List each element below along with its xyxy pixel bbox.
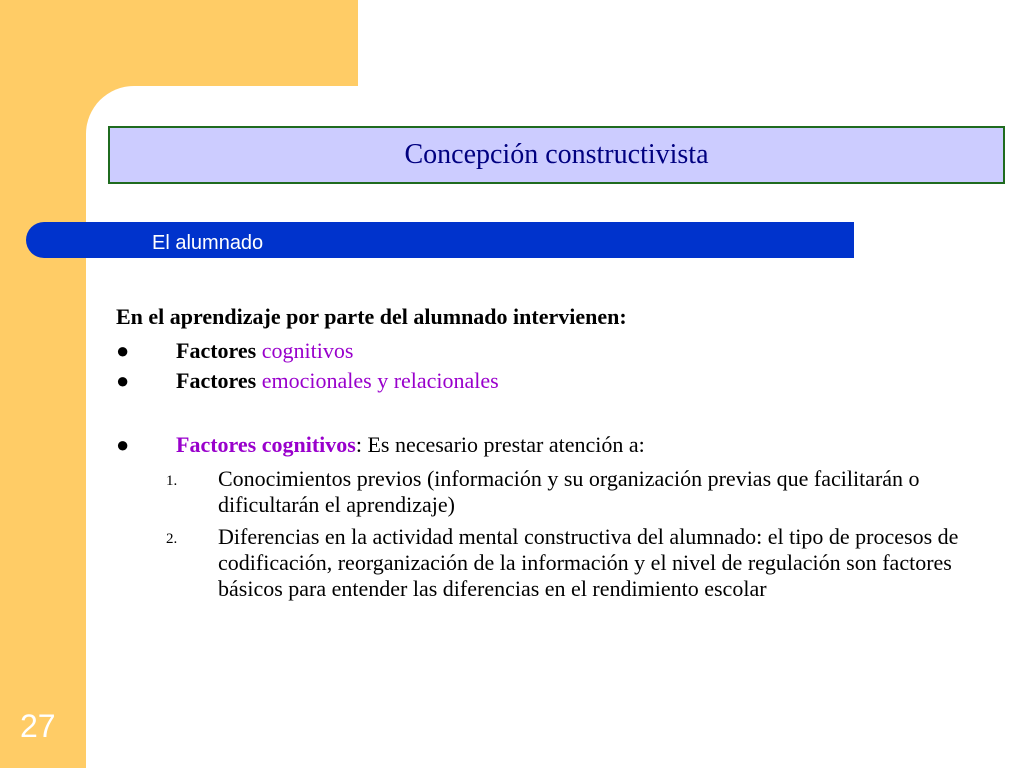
item-text: Conocimientos previos (información y su organización previas que facilitarán o dificultarán el aprendizaje) [218,466,920,517]
bullet-prefix: Factores [176,368,262,393]
slide-number: 27 [20,708,56,744]
bullet-highlight: cognitivos [261,338,354,363]
bullet-item [116,366,996,396]
slide-body [116,304,996,608]
bullet-prefix: Factores [176,338,262,363]
section-label: El alumnado [152,232,264,254]
focus-rest: : Es necesario prestar atención a: [355,432,645,457]
title-box [108,126,1005,184]
numbered-item [116,524,978,602]
focus-bullet [116,430,996,460]
left-decorative-bar [0,0,86,768]
numbered-item [116,466,978,518]
bullet-icon: ● [116,368,130,393]
item-number: 2. [166,531,178,547]
bullet-icon: ● [116,432,130,457]
bullet-icon: ● [116,338,130,363]
item-text: Diferencias en la actividad mental constructiva del alumnado: el tipo de procesos de codificación, reorganización de la información y el nivel de regulación son factores básicos para entender las diferencias en el rendimiento escolar [218,524,959,601]
section-bar [26,222,854,258]
slide-title: Concepción constructivista [404,139,709,170]
item-number: 1. [166,473,178,489]
bullet-item [116,336,996,366]
focus-highlight: Factores cognitivos [176,432,356,457]
top-decorative-block [0,0,358,86]
intro-text: En el aprendizaje por parte del alumnado intervienen: [116,304,627,329]
bullet-highlight: emocionales y relacionales [261,368,499,393]
